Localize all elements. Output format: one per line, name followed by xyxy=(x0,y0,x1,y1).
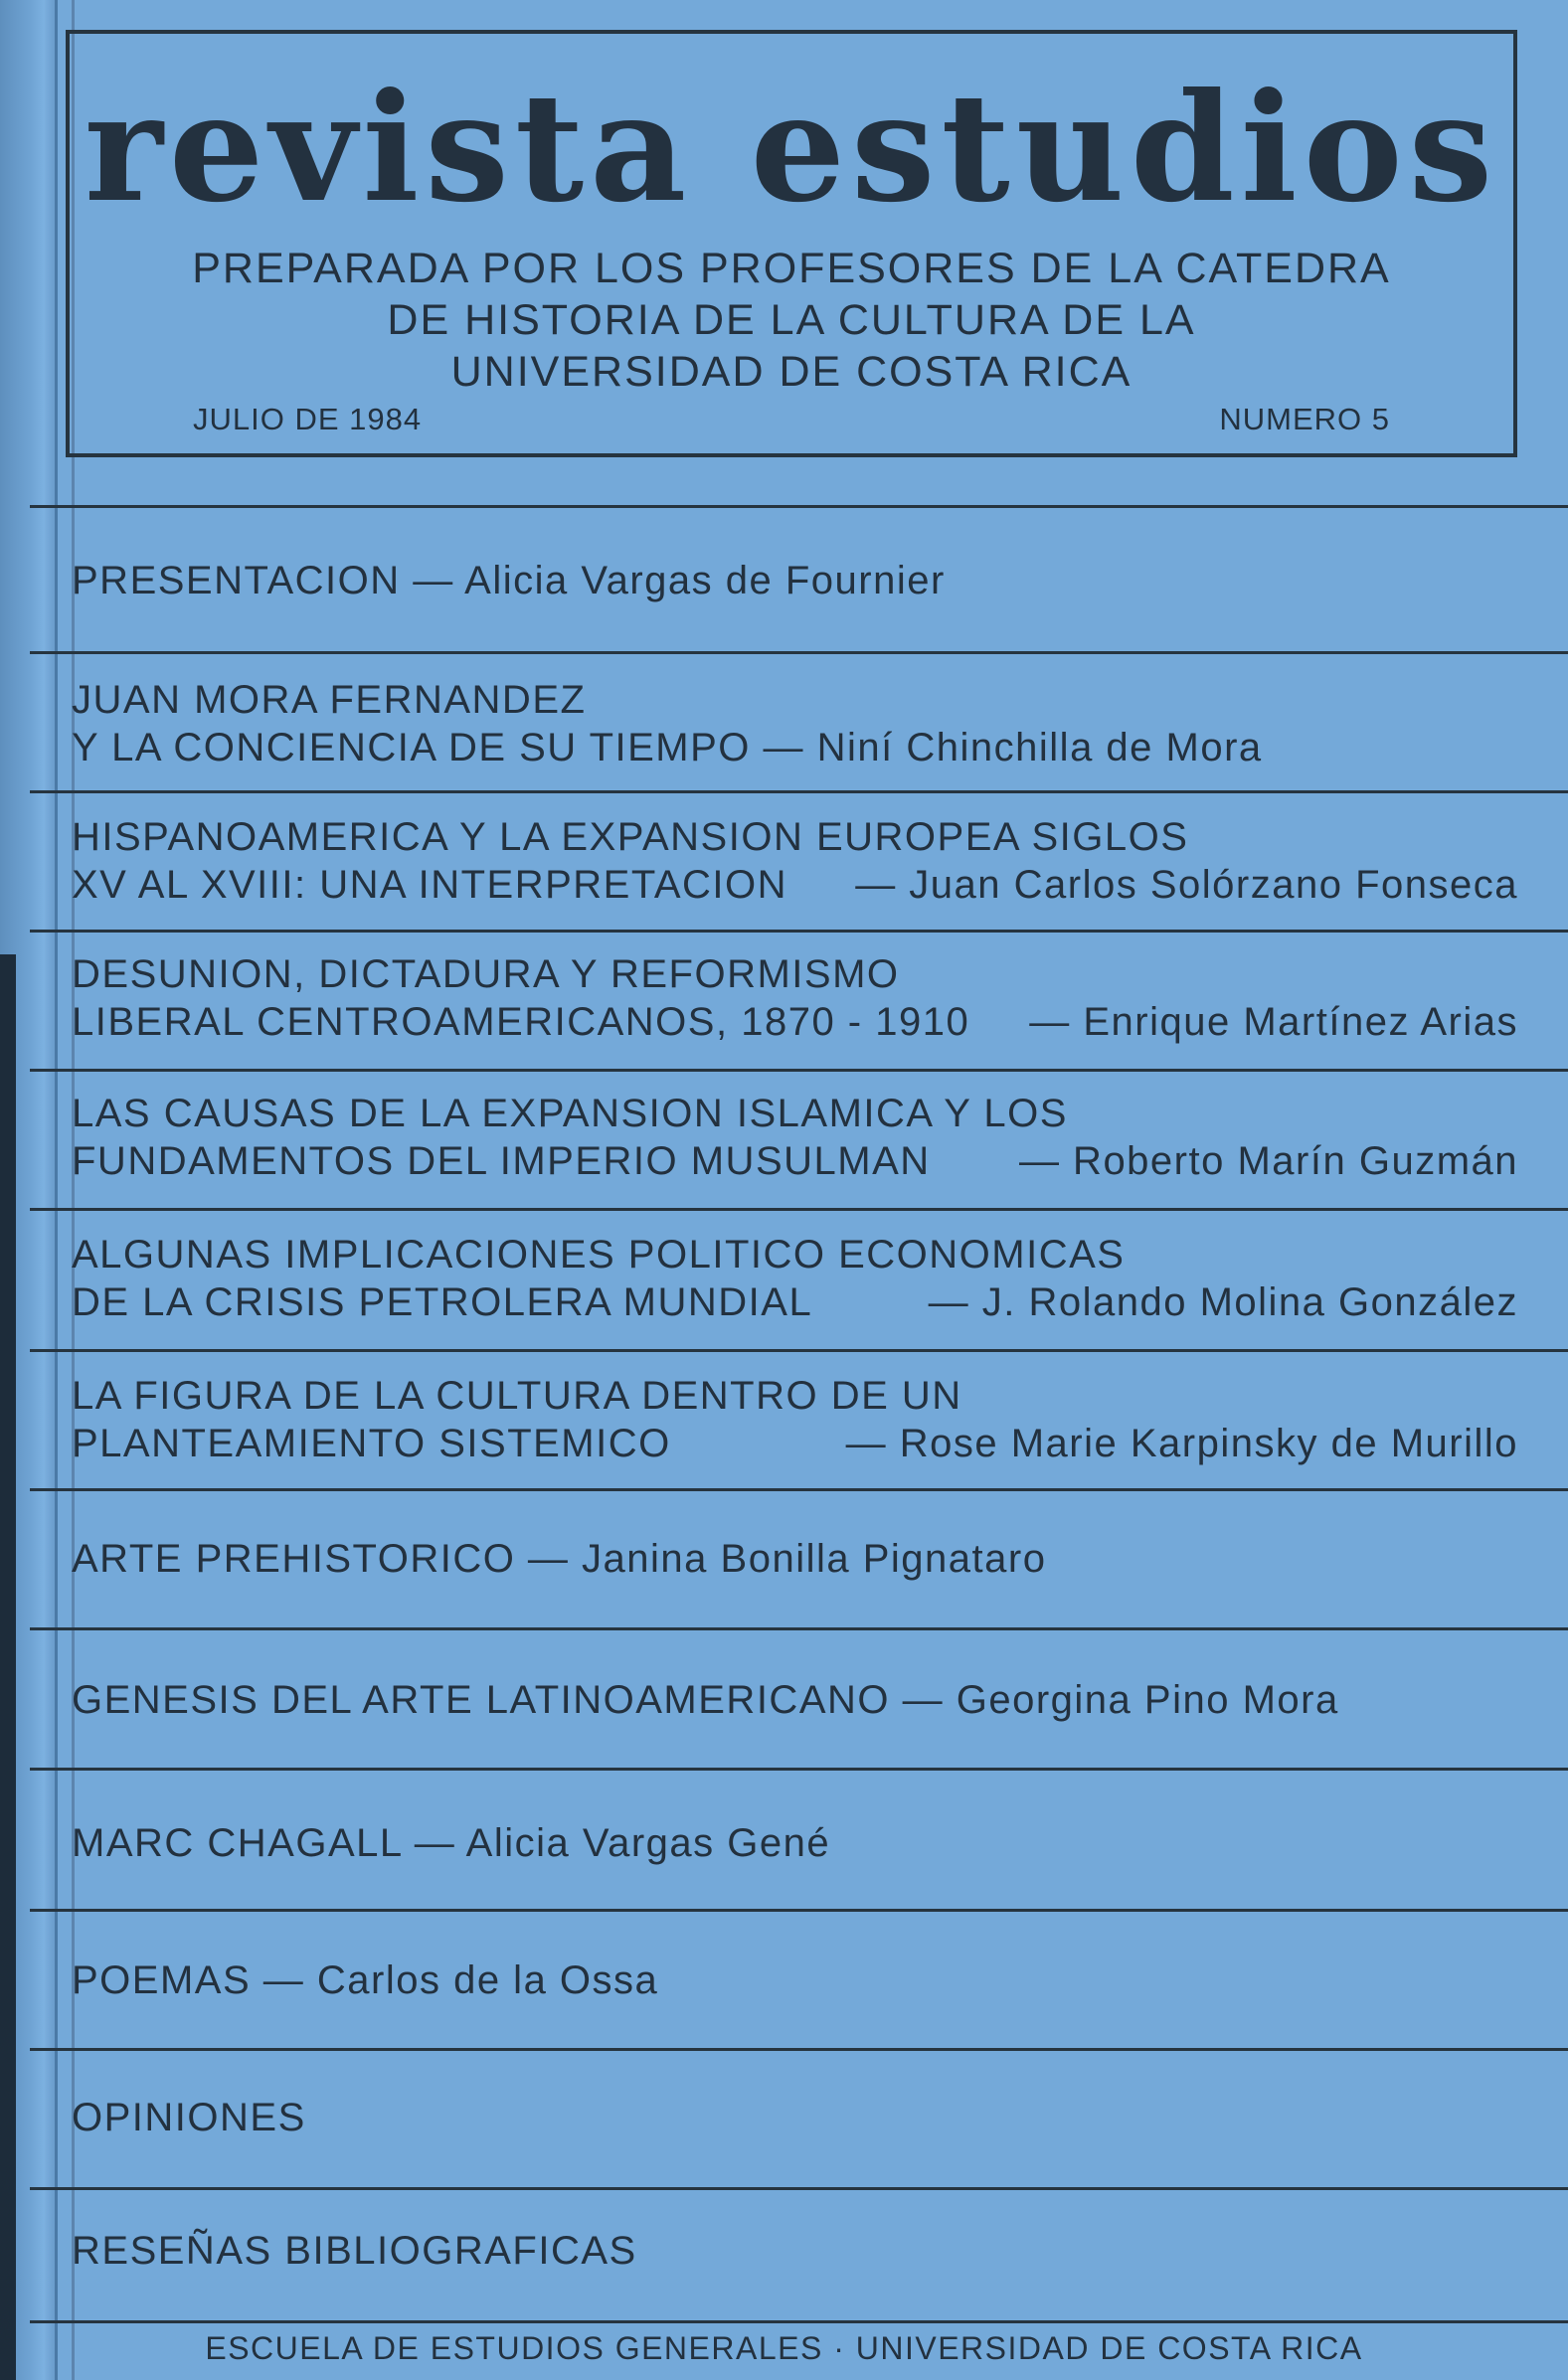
entry-line: Y LA CONCIENCIA DE SU TIEMPO — Niní Chinchilla de Mora xyxy=(72,726,1263,769)
contents-entry xyxy=(72,676,1263,771)
divider-rule xyxy=(30,2187,1568,2190)
entry-line: LAS CAUSAS DE LA EXPANSION ISLAMICA Y LOS xyxy=(72,1092,1068,1135)
publisher-footer: ESCUELA DE ESTUDIOS GENERALES · UNIVERSIDAD DE COSTA RICA xyxy=(205,2330,1363,2366)
entry-line: MARC CHAGALL — Alicia Vargas Gené xyxy=(72,1821,831,1865)
divider-rule xyxy=(30,1488,1568,1491)
entry-line: DE LA CRISIS PETROLERA MUNDIAL xyxy=(72,1280,813,1324)
magazine-title: revista estudios xyxy=(84,61,1499,236)
entry-line: ALGUNAS IMPLICACIONES POLITICO ECONOMICAS xyxy=(72,1233,1126,1276)
divider-rule xyxy=(30,2048,1568,2051)
contents-entry xyxy=(72,1676,1339,1724)
entry-line: OPINIONES xyxy=(72,2096,306,2139)
entry-author: — Juan Carlos Solórzano Fonseca xyxy=(855,863,1518,907)
contents-entry xyxy=(72,1535,1046,1583)
entry-line: PRESENTACION — Alicia Vargas de Fournier xyxy=(72,559,946,602)
contents-entry xyxy=(72,557,946,604)
subtitle-line: PREPARADA POR LOS PROFESORES DE LA CATEDRA xyxy=(192,245,1391,292)
entry-author: — Enrique Martínez Arias xyxy=(1029,1000,1518,1044)
issue-date: JULIO DE 1984 xyxy=(193,402,423,436)
contents-entry xyxy=(72,1956,658,2004)
entry-line: LIBERAL CENTROAMERICANOS, 1870 - 1910 xyxy=(72,1000,970,1044)
divider-rule xyxy=(30,651,1568,654)
contents-entry xyxy=(72,950,969,1046)
entry-line: HISPANOAMERICA Y LA EXPANSION EUROPEA SIGLOS xyxy=(72,815,1189,859)
entry-line: XV AL XVIII: UNA INTERPRETACION xyxy=(72,863,787,907)
divider-rule xyxy=(30,1069,1568,1072)
masthead-subtitle xyxy=(70,243,1513,398)
divider-rule xyxy=(30,505,1568,508)
entry-line: PLANTEAMIENTO SISTEMICO xyxy=(72,1422,671,1465)
contents-entry xyxy=(72,1819,830,1867)
divider-rule xyxy=(30,930,1568,933)
divider-rule xyxy=(30,1208,1568,1211)
divider-rule xyxy=(30,1627,1568,1630)
entry-line: GENESIS DEL ARTE LATINOAMERICANO — Georgina Pino Mora xyxy=(72,1678,1339,1722)
entry-line: ARTE PREHISTORICO — Janina Bonilla Pignataro xyxy=(72,1537,1047,1581)
divider-rule xyxy=(30,1909,1568,1912)
entry-line: LA FIGURA DE LA CULTURA DENTRO DE UN xyxy=(72,1374,962,1418)
entry-author: — J. Rolando Molina González xyxy=(928,1280,1518,1324)
subtitle-line: DE HISTORIA DE LA CULTURA DE LA xyxy=(387,296,1196,344)
divider-rule xyxy=(30,1349,1568,1352)
entry-line: FUNDAMENTOS DEL IMPERIO MUSULMAN xyxy=(72,1139,931,1183)
entry-author: — Rose Marie Karpinsky de Murillo xyxy=(845,1422,1518,1465)
issue-number: NUMERO 5 xyxy=(1219,402,1390,436)
entry-line: POEMAS — Carlos de la Ossa xyxy=(72,1958,659,2002)
contents-entry xyxy=(72,2227,637,2275)
divider-rule xyxy=(30,790,1568,793)
contents-entry xyxy=(72,1090,1068,1185)
entry-line: JUAN MORA FERNANDEZ xyxy=(72,678,587,722)
divider-rule xyxy=(30,1768,1568,1771)
entry-line: DESUNION, DICTADURA Y REFORMISMO xyxy=(72,952,900,996)
spine-shadow xyxy=(0,954,16,2380)
contents-entry xyxy=(72,2094,306,2141)
masthead-box xyxy=(66,30,1517,457)
entry-author: — Roberto Marín Guzmán xyxy=(1018,1139,1518,1183)
divider-rule xyxy=(30,2320,1568,2323)
contents-entry xyxy=(72,1372,962,1467)
entry-line: RESEÑAS BIBLIOGRAFICAS xyxy=(72,2229,637,2273)
subtitle-line: UNIVERSIDAD DE COSTA RICA xyxy=(450,348,1132,396)
